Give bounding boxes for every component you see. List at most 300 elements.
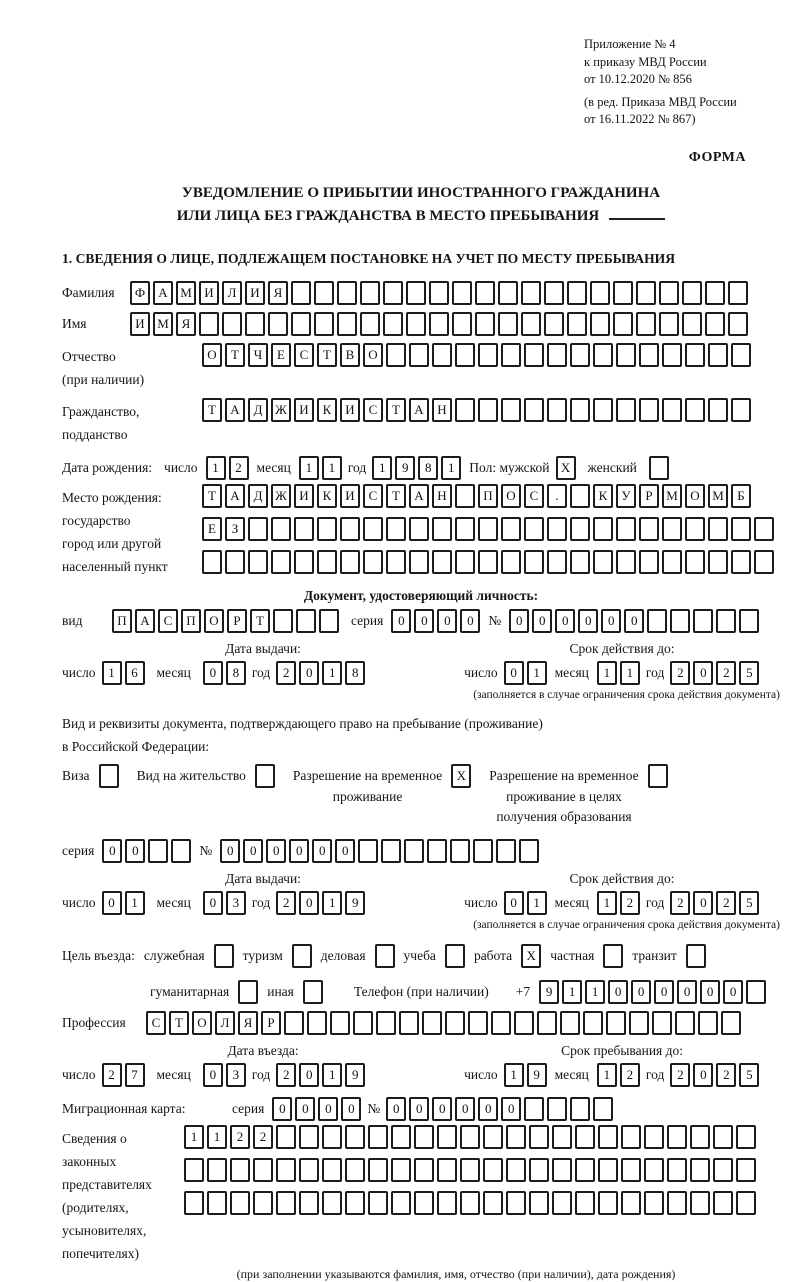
char-cell[interactable]: [322, 1191, 342, 1215]
char-cell[interactable]: 0: [243, 839, 263, 863]
char-cell[interactable]: [685, 343, 705, 367]
char-cell[interactable]: [248, 517, 268, 541]
char-cell[interactable]: А: [153, 281, 173, 305]
char-cell[interactable]: У: [616, 484, 636, 508]
char-cell[interactable]: [429, 312, 449, 336]
char-cell[interactable]: 2: [276, 661, 296, 685]
char-cell[interactable]: И: [245, 281, 265, 305]
char-cell[interactable]: 0: [272, 1097, 292, 1121]
char-cell[interactable]: 0: [478, 1097, 498, 1121]
char-cell[interactable]: [529, 1158, 549, 1182]
char-cell[interactable]: 0: [555, 609, 575, 633]
char-cell[interactable]: 0: [341, 1097, 361, 1121]
char-cell[interactable]: Т: [317, 343, 337, 367]
char-cell[interactable]: [524, 517, 544, 541]
char-cell[interactable]: [593, 517, 613, 541]
char-cell[interactable]: [207, 1191, 227, 1215]
char-cell[interactable]: 1: [527, 891, 547, 915]
char-cell[interactable]: О: [192, 1011, 212, 1035]
char-cell[interactable]: [222, 312, 242, 336]
char-cell[interactable]: Т: [250, 609, 270, 633]
char-cell[interactable]: 0: [654, 980, 674, 1004]
char-cell[interactable]: [253, 1191, 273, 1215]
char-cell[interactable]: [368, 1158, 388, 1182]
char-cell[interactable]: П: [478, 484, 498, 508]
char-cell[interactable]: 0: [693, 1063, 713, 1087]
char-cell[interactable]: Н: [432, 484, 452, 508]
char-cell[interactable]: [455, 550, 475, 574]
char-cell[interactable]: [317, 517, 337, 541]
char-cell[interactable]: [375, 944, 395, 968]
char-cell[interactable]: С: [158, 609, 178, 633]
char-cell[interactable]: 9: [345, 1063, 365, 1087]
char-cell[interactable]: [621, 1158, 641, 1182]
char-cell[interactable]: [432, 343, 452, 367]
char-cell[interactable]: [603, 944, 623, 968]
char-cell[interactable]: [705, 281, 725, 305]
char-cell[interactable]: [406, 312, 426, 336]
char-cell[interactable]: [560, 1011, 580, 1035]
char-cell[interactable]: [292, 944, 312, 968]
char-cell[interactable]: Т: [386, 398, 406, 422]
char-cell[interactable]: 0: [460, 609, 480, 633]
char-cell[interactable]: [598, 1191, 618, 1215]
char-cell[interactable]: 5: [739, 661, 759, 685]
char-cell[interactable]: З: [225, 517, 245, 541]
char-cell[interactable]: [317, 550, 337, 574]
char-cell[interactable]: [214, 944, 234, 968]
char-cell[interactable]: [414, 1125, 434, 1149]
char-cell[interactable]: [570, 517, 590, 541]
char-cell[interactable]: [662, 343, 682, 367]
char-cell[interactable]: 2: [229, 456, 249, 480]
char-cell[interactable]: 3: [226, 891, 246, 915]
char-cell[interactable]: 1: [102, 661, 122, 685]
char-cell[interactable]: [544, 281, 564, 305]
char-cell[interactable]: С: [146, 1011, 166, 1035]
char-cell[interactable]: [271, 550, 291, 574]
char-cell[interactable]: [199, 312, 219, 336]
char-cell[interactable]: [322, 1158, 342, 1182]
char-cell[interactable]: 0: [203, 661, 223, 685]
char-cell[interactable]: 0: [312, 839, 332, 863]
char-cell[interactable]: 0: [578, 609, 598, 633]
char-cell[interactable]: [383, 312, 403, 336]
char-cell[interactable]: [478, 550, 498, 574]
char-cell[interactable]: 2: [716, 661, 736, 685]
char-cell[interactable]: [432, 550, 452, 574]
char-cell[interactable]: [521, 281, 541, 305]
char-cell[interactable]: 1: [184, 1125, 204, 1149]
char-cell[interactable]: [363, 550, 383, 574]
char-cell[interactable]: 2: [620, 891, 640, 915]
char-cell[interactable]: [682, 281, 702, 305]
char-cell[interactable]: 0: [532, 609, 552, 633]
char-cell[interactable]: 0: [700, 980, 720, 1004]
char-cell[interactable]: 0: [608, 980, 628, 1004]
char-cell[interactable]: [501, 517, 521, 541]
char-cell[interactable]: [386, 517, 406, 541]
char-cell[interactable]: [307, 1011, 327, 1035]
char-cell[interactable]: 2: [276, 1063, 296, 1087]
char-cell[interactable]: [667, 1158, 687, 1182]
char-cell[interactable]: [690, 1191, 710, 1215]
char-cell[interactable]: [322, 1125, 342, 1149]
char-cell[interactable]: О: [202, 343, 222, 367]
char-cell[interactable]: [253, 1158, 273, 1182]
char-cell[interactable]: [698, 1011, 718, 1035]
char-cell[interactable]: [501, 550, 521, 574]
char-cell[interactable]: [636, 281, 656, 305]
char-cell[interactable]: [593, 398, 613, 422]
char-cell[interactable]: [475, 312, 495, 336]
char-cell[interactable]: [368, 1125, 388, 1149]
char-cell[interactable]: 0: [414, 609, 434, 633]
char-cell[interactable]: 1: [322, 1063, 342, 1087]
char-cell[interactable]: [616, 343, 636, 367]
char-cell[interactable]: [639, 517, 659, 541]
char-cell[interactable]: [409, 517, 429, 541]
char-cell[interactable]: [552, 1191, 572, 1215]
char-cell[interactable]: 8: [345, 661, 365, 685]
char-cell[interactable]: [570, 484, 590, 508]
char-cell[interactable]: [299, 1158, 319, 1182]
char-cell[interactable]: [708, 398, 728, 422]
char-cell[interactable]: [547, 398, 567, 422]
char-cell[interactable]: [455, 517, 475, 541]
char-cell[interactable]: 1: [597, 661, 617, 685]
char-cell[interactable]: Я: [238, 1011, 258, 1035]
char-cell[interactable]: [360, 312, 380, 336]
char-cell[interactable]: [414, 1158, 434, 1182]
char-cell[interactable]: [606, 1011, 626, 1035]
char-cell[interactable]: 3: [226, 1063, 246, 1087]
char-cell[interactable]: [478, 343, 498, 367]
char-cell[interactable]: [406, 281, 426, 305]
char-cell[interactable]: 2: [102, 1063, 122, 1087]
char-cell[interactable]: 0: [409, 1097, 429, 1121]
char-cell[interactable]: [570, 1097, 590, 1121]
char-cell[interactable]: [271, 517, 291, 541]
char-cell[interactable]: 1: [597, 891, 617, 915]
char-cell[interactable]: К: [593, 484, 613, 508]
char-cell[interactable]: [616, 550, 636, 574]
char-cell[interactable]: [616, 517, 636, 541]
char-cell[interactable]: 9: [345, 891, 365, 915]
char-cell[interactable]: 7: [125, 1063, 145, 1087]
char-cell[interactable]: 2: [253, 1125, 273, 1149]
char-cell[interactable]: [473, 839, 493, 863]
char-cell[interactable]: [652, 1011, 672, 1035]
char-cell[interactable]: [662, 550, 682, 574]
char-cell[interactable]: [529, 1191, 549, 1215]
char-cell[interactable]: [171, 839, 191, 863]
char-cell[interactable]: К: [317, 484, 337, 508]
char-cell[interactable]: Д: [248, 398, 268, 422]
char-cell[interactable]: [452, 312, 472, 336]
char-cell[interactable]: [739, 609, 759, 633]
char-cell[interactable]: [99, 764, 119, 788]
char-cell[interactable]: [414, 1191, 434, 1215]
char-cell[interactable]: [391, 1125, 411, 1149]
char-cell[interactable]: [670, 609, 690, 633]
char-cell[interactable]: [255, 764, 275, 788]
char-cell[interactable]: 0: [299, 1063, 319, 1087]
char-cell[interactable]: [659, 281, 679, 305]
char-cell[interactable]: [409, 343, 429, 367]
char-cell[interactable]: .: [547, 484, 567, 508]
char-cell[interactable]: [475, 281, 495, 305]
char-cell[interactable]: [575, 1125, 595, 1149]
char-cell[interactable]: [685, 550, 705, 574]
char-cell[interactable]: [629, 1011, 649, 1035]
char-cell[interactable]: В: [340, 343, 360, 367]
char-cell[interactable]: Л: [215, 1011, 235, 1035]
char-cell[interactable]: [721, 1011, 741, 1035]
char-cell[interactable]: [294, 517, 314, 541]
char-cell[interactable]: [452, 281, 472, 305]
char-cell[interactable]: Т: [202, 398, 222, 422]
char-cell[interactable]: [644, 1158, 664, 1182]
char-cell[interactable]: 0: [102, 839, 122, 863]
char-cell[interactable]: [345, 1191, 365, 1215]
char-cell[interactable]: [506, 1158, 526, 1182]
char-cell[interactable]: [468, 1011, 488, 1035]
char-cell[interactable]: [713, 1125, 733, 1149]
char-cell[interactable]: [547, 1097, 567, 1121]
char-cell[interactable]: [276, 1191, 296, 1215]
char-cell[interactable]: [330, 1011, 350, 1035]
char-cell[interactable]: 1: [585, 980, 605, 1004]
char-cell[interactable]: [340, 550, 360, 574]
char-cell[interactable]: 0: [318, 1097, 338, 1121]
char-cell[interactable]: 1: [597, 1063, 617, 1087]
char-cell[interactable]: [391, 1191, 411, 1215]
char-cell[interactable]: [337, 312, 357, 336]
char-cell[interactable]: 0: [509, 609, 529, 633]
char-cell[interactable]: [294, 550, 314, 574]
char-cell[interactable]: 0: [723, 980, 743, 1004]
char-cell[interactable]: [708, 550, 728, 574]
char-cell[interactable]: [570, 550, 590, 574]
char-cell[interactable]: [616, 398, 636, 422]
char-cell[interactable]: И: [199, 281, 219, 305]
char-cell[interactable]: 2: [670, 891, 690, 915]
char-cell[interactable]: Т: [202, 484, 222, 508]
char-cell[interactable]: М: [708, 484, 728, 508]
char-cell[interactable]: [644, 1125, 664, 1149]
char-cell[interactable]: 9: [527, 1063, 547, 1087]
char-cell[interactable]: [291, 281, 311, 305]
char-cell[interactable]: [399, 1011, 419, 1035]
char-cell[interactable]: [524, 550, 544, 574]
char-cell[interactable]: Ж: [271, 398, 291, 422]
char-cell[interactable]: [754, 550, 774, 574]
char-cell[interactable]: 1: [299, 456, 319, 480]
char-cell[interactable]: [184, 1158, 204, 1182]
char-cell[interactable]: [662, 398, 682, 422]
char-cell[interactable]: 0: [504, 891, 524, 915]
char-cell[interactable]: [501, 398, 521, 422]
char-cell[interactable]: [230, 1191, 250, 1215]
char-cell[interactable]: [358, 839, 378, 863]
char-cell[interactable]: [501, 343, 521, 367]
char-cell[interactable]: Р: [261, 1011, 281, 1035]
char-cell[interactable]: 0: [601, 609, 621, 633]
char-cell[interactable]: 5: [739, 891, 759, 915]
char-cell[interactable]: П: [112, 609, 132, 633]
char-cell[interactable]: [519, 839, 539, 863]
char-cell[interactable]: [245, 312, 265, 336]
char-cell[interactable]: [148, 839, 168, 863]
char-cell[interactable]: Б: [731, 484, 751, 508]
char-cell[interactable]: 0: [266, 839, 286, 863]
char-cell[interactable]: [552, 1158, 572, 1182]
char-cell[interactable]: [345, 1125, 365, 1149]
char-cell[interactable]: [303, 980, 323, 1004]
char-cell[interactable]: [593, 1097, 613, 1121]
char-cell[interactable]: И: [294, 398, 314, 422]
char-cell[interactable]: 8: [226, 661, 246, 685]
char-cell[interactable]: И: [130, 312, 150, 336]
char-cell[interactable]: 6: [125, 661, 145, 685]
char-cell[interactable]: [483, 1191, 503, 1215]
char-cell[interactable]: [728, 281, 748, 305]
char-cell[interactable]: Т: [169, 1011, 189, 1035]
char-cell[interactable]: [537, 1011, 557, 1035]
char-cell[interactable]: [685, 398, 705, 422]
char-cell[interactable]: [598, 1125, 618, 1149]
char-cell[interactable]: 0: [220, 839, 240, 863]
char-cell[interactable]: [483, 1125, 503, 1149]
char-cell[interactable]: [478, 398, 498, 422]
char-cell[interactable]: 9: [539, 980, 559, 1004]
char-cell[interactable]: [693, 609, 713, 633]
char-cell[interactable]: 0: [391, 609, 411, 633]
char-cell[interactable]: [391, 1158, 411, 1182]
char-cell[interactable]: [524, 343, 544, 367]
char-cell[interactable]: [647, 609, 667, 633]
char-cell[interactable]: Я: [268, 281, 288, 305]
char-cell[interactable]: [506, 1191, 526, 1215]
char-cell[interactable]: 0: [386, 1097, 406, 1121]
char-cell[interactable]: [498, 281, 518, 305]
char-cell[interactable]: 0: [455, 1097, 475, 1121]
char-cell[interactable]: Л: [222, 281, 242, 305]
char-cell[interactable]: Т: [386, 484, 406, 508]
char-cell[interactable]: [731, 398, 751, 422]
char-cell[interactable]: [299, 1125, 319, 1149]
char-cell[interactable]: [613, 312, 633, 336]
char-cell[interactable]: 0: [299, 891, 319, 915]
char-cell[interactable]: К: [317, 398, 337, 422]
char-cell[interactable]: 0: [432, 1097, 452, 1121]
char-cell[interactable]: [368, 1191, 388, 1215]
char-cell[interactable]: [299, 1191, 319, 1215]
char-cell[interactable]: X: [451, 764, 471, 788]
char-cell[interactable]: Ж: [271, 484, 291, 508]
char-cell[interactable]: 0: [693, 661, 713, 685]
char-cell[interactable]: [230, 1158, 250, 1182]
char-cell[interactable]: [529, 1125, 549, 1149]
char-cell[interactable]: [506, 1125, 526, 1149]
char-cell[interactable]: [590, 312, 610, 336]
char-cell[interactable]: [429, 281, 449, 305]
char-cell[interactable]: [455, 398, 475, 422]
char-cell[interactable]: [713, 1158, 733, 1182]
char-cell[interactable]: А: [225, 398, 245, 422]
char-cell[interactable]: П: [181, 609, 201, 633]
char-cell[interactable]: [547, 343, 567, 367]
char-cell[interactable]: 1: [620, 661, 640, 685]
char-cell[interactable]: [705, 312, 725, 336]
char-cell[interactable]: 0: [335, 839, 355, 863]
char-cell[interactable]: [455, 484, 475, 508]
char-cell[interactable]: [460, 1191, 480, 1215]
char-cell[interactable]: Е: [271, 343, 291, 367]
char-cell[interactable]: [736, 1125, 756, 1149]
char-cell[interactable]: 0: [504, 661, 524, 685]
char-cell[interactable]: 1: [372, 456, 392, 480]
char-cell[interactable]: [340, 517, 360, 541]
char-cell[interactable]: [575, 1191, 595, 1215]
char-cell[interactable]: [404, 839, 424, 863]
char-cell[interactable]: 2: [620, 1063, 640, 1087]
char-cell[interactable]: 1: [206, 456, 226, 480]
char-cell[interactable]: С: [363, 484, 383, 508]
char-cell[interactable]: [570, 398, 590, 422]
char-cell[interactable]: [736, 1191, 756, 1215]
char-cell[interactable]: [437, 1158, 457, 1182]
char-cell[interactable]: [598, 1158, 618, 1182]
char-cell[interactable]: [685, 517, 705, 541]
char-cell[interactable]: 0: [102, 891, 122, 915]
char-cell[interactable]: 0: [624, 609, 644, 633]
char-cell[interactable]: [248, 550, 268, 574]
char-cell[interactable]: 2: [716, 1063, 736, 1087]
char-cell[interactable]: [427, 839, 447, 863]
char-cell[interactable]: М: [176, 281, 196, 305]
char-cell[interactable]: И: [340, 484, 360, 508]
char-cell[interactable]: [314, 312, 334, 336]
char-cell[interactable]: 0: [125, 839, 145, 863]
char-cell[interactable]: [521, 312, 541, 336]
char-cell[interactable]: [613, 281, 633, 305]
char-cell[interactable]: Е: [202, 517, 222, 541]
char-cell[interactable]: М: [153, 312, 173, 336]
char-cell[interactable]: 2: [670, 661, 690, 685]
char-cell[interactable]: А: [409, 484, 429, 508]
char-cell[interactable]: 0: [631, 980, 651, 1004]
char-cell[interactable]: [690, 1125, 710, 1149]
char-cell[interactable]: [639, 343, 659, 367]
char-cell[interactable]: [483, 1158, 503, 1182]
char-cell[interactable]: [736, 1158, 756, 1182]
char-cell[interactable]: [567, 312, 587, 336]
char-cell[interactable]: [184, 1191, 204, 1215]
char-cell[interactable]: [593, 550, 613, 574]
char-cell[interactable]: С: [294, 343, 314, 367]
char-cell[interactable]: [353, 1011, 373, 1035]
char-cell[interactable]: [731, 343, 751, 367]
char-cell[interactable]: [437, 1191, 457, 1215]
char-cell[interactable]: [575, 1158, 595, 1182]
char-cell[interactable]: [491, 1011, 511, 1035]
char-cell[interactable]: [639, 398, 659, 422]
char-cell[interactable]: [708, 517, 728, 541]
char-cell[interactable]: 1: [207, 1125, 227, 1149]
char-cell[interactable]: 0: [203, 1063, 223, 1087]
